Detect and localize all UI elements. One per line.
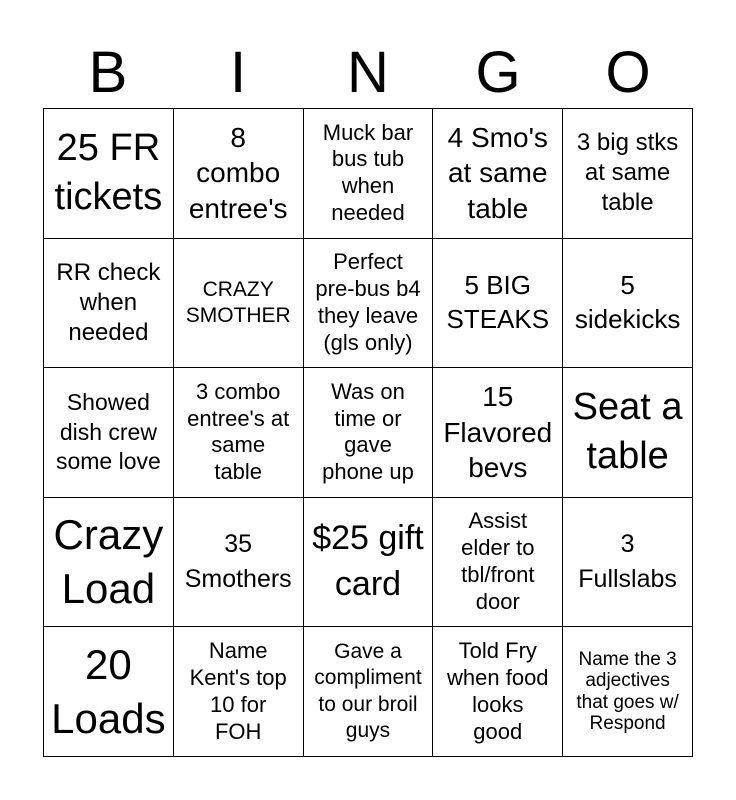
bingo-cell[interactable]: Crazy Load bbox=[44, 498, 174, 628]
bingo-cell[interactable]: Perfect pre-bus b4 they leave (gls only) bbox=[304, 239, 434, 369]
bingo-cell[interactable]: CRAZY SMOTHER bbox=[174, 239, 304, 369]
bingo-cell[interactable]: Assist elder to tbl/front door bbox=[433, 498, 563, 628]
bingo-cell[interactable]: Showed dish crew some love bbox=[44, 368, 174, 498]
bingo-cell[interactable]: RR check when needed bbox=[44, 239, 174, 369]
bingo-cell[interactable]: Name Kent's top 10 for FOH bbox=[174, 627, 304, 757]
bingo-cell[interactable]: Muck bar bus tub when needed bbox=[304, 109, 434, 239]
bingo-cell[interactable]: Name the 3 adjectives that goes w/ Respond bbox=[563, 627, 693, 757]
bingo-cell[interactable]: 3 Fullslabs bbox=[563, 498, 693, 628]
bingo-cell[interactable]: 25 FR tickets bbox=[44, 109, 174, 239]
bingo-cell[interactable]: 20 Loads bbox=[44, 627, 174, 757]
bingo-cell[interactable]: 3 combo entree's at same table bbox=[174, 368, 304, 498]
bingo-cell[interactable]: 35 Smothers bbox=[174, 498, 304, 628]
header-letter-n: N bbox=[347, 40, 389, 105]
bingo-cell[interactable]: 3 big stks at same table bbox=[563, 109, 693, 239]
bingo-cell[interactable]: Told Fry when food looks good bbox=[433, 627, 563, 757]
header-letter-g: G bbox=[475, 40, 521, 105]
bingo-cell[interactable]: 5 sidekicks bbox=[563, 239, 693, 369]
bingo-cell[interactable]: Seat a table bbox=[563, 368, 693, 498]
bingo-cell[interactable]: 15 Flavored bevs bbox=[433, 368, 563, 498]
header-letter-o: O bbox=[605, 40, 651, 105]
bingo-board bbox=[43, 108, 693, 757]
header-letter-i: I bbox=[229, 40, 247, 105]
header-letter-b: B bbox=[88, 40, 128, 105]
bingo-cell[interactable]: 4 Smo's at same table bbox=[433, 109, 563, 239]
bingo-cell[interactable]: Was on time or gave phone up bbox=[304, 368, 434, 498]
bingo-cell[interactable]: $25 gift card bbox=[304, 498, 434, 628]
bingo-cell[interactable]: Gave a compliment to our broil guys bbox=[304, 627, 434, 757]
bingo-header bbox=[43, 40, 693, 106]
bingo-cell[interactable]: 8 combo entree's bbox=[174, 109, 304, 239]
bingo-cell[interactable]: 5 BIG STEAKS bbox=[433, 239, 563, 369]
